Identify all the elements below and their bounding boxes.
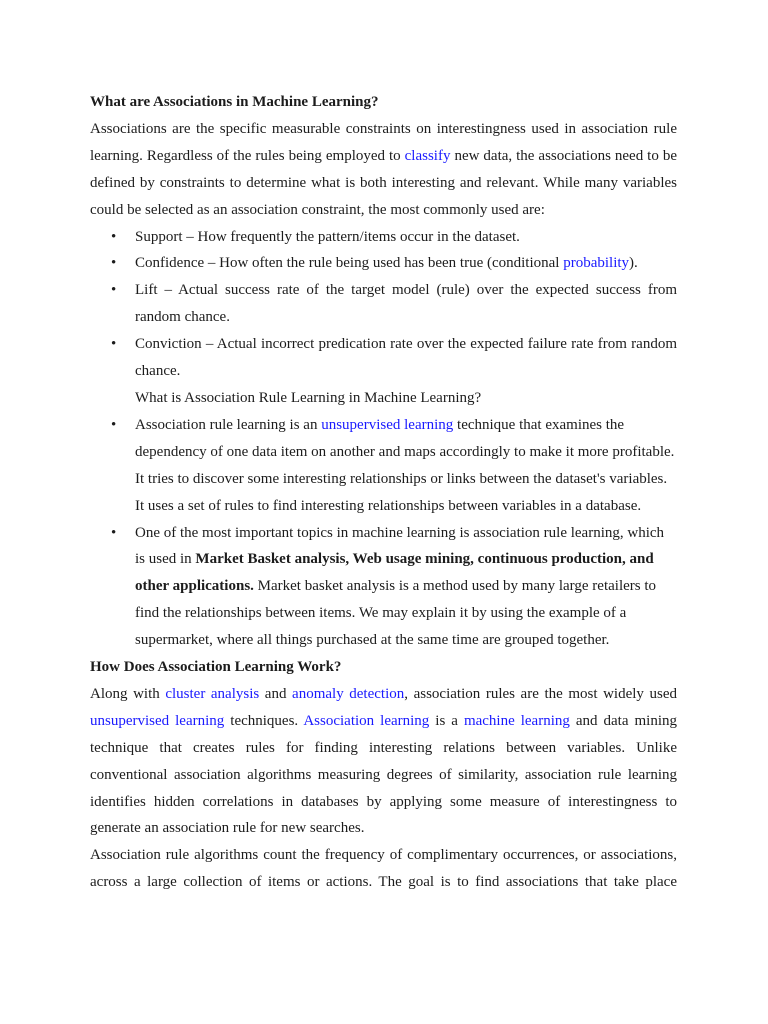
text-span: ).	[629, 255, 638, 272]
link-cluster-analysis[interactable]: cluster analysis	[165, 685, 260, 702]
text-span: Along with	[90, 685, 166, 702]
list-item-market-basket	[90, 520, 677, 655]
text-span: technique that examines the dependency of one data item on another and maps accordingly to make it more profitable. It tries to discover some interesting relationships or links between the dataset's variables. It uses a set of rules to find interesting relationships between variables in a database.	[135, 416, 675, 514]
text-span: Associations are the specific measurable constraints on interestingness used in association rule learning. Regardless of the rules being employed to	[90, 120, 677, 164]
document-page	[90, 89, 677, 896]
text-span: , association rules are the most widely used	[404, 685, 677, 702]
list-item-support	[90, 224, 677, 251]
bullet-icon: •	[111, 336, 117, 353]
link-unsupervised-learning[interactable]: unsupervised learning	[321, 416, 454, 433]
list-item-confidence	[90, 250, 677, 277]
paragraph-how-association-works	[90, 681, 677, 842]
bullet-icon: •	[111, 228, 117, 245]
list-item-text: Lift – Actual success rate of the target model (rule) over the expected success from random chance.	[135, 282, 677, 326]
link-machine-learning[interactable]: machine learning	[463, 712, 570, 729]
list-item-text: Support – How frequently the pattern/items occur in the dataset.	[135, 228, 520, 245]
list-item-conviction	[90, 331, 677, 385]
bullet-icon: •	[111, 524, 117, 541]
list-item-lift	[90, 277, 677, 331]
text-span: new data, the associations need to be defined by constraints to determine what is both interesting and relevant. While many variables could be selected as an association constraint, the most commonly used are:	[90, 147, 677, 218]
text-span: is a	[429, 712, 464, 729]
link-unsupervised-learning-2[interactable]: unsupervised learning	[90, 712, 225, 729]
text-span: Association rule learning is an	[135, 416, 322, 433]
bold-applications: Market Basket analysis, Web usage mining, continuous production, and other applications.	[135, 551, 654, 595]
link-association-learning[interactable]: Association learning	[303, 712, 430, 729]
list-item-text: Conviction – Actual incorrect predication rate over the expected failure rate from random chance.	[135, 336, 677, 380]
bullet-icon: •	[111, 416, 117, 433]
text-span: and data mining technique that creates rules for finding interesting relations between variables. Unlike conventional association algorithms measuring degrees of similarity, association rule learning identifies hidden correlations in databases by applying some measure of interestingness to generate an association rule for new searches.	[90, 712, 677, 837]
text-span: Confidence – How often the rule being used has been true (conditional	[135, 255, 564, 272]
paragraph-associations-intro	[90, 116, 677, 224]
subheading-association-rule-learning: What is Association Rule Learning in Machine Learning?	[135, 389, 482, 406]
link-anomaly-detection[interactable]: anomaly detection	[292, 685, 405, 702]
list-association-measures	[90, 224, 677, 385]
list-association-rule-learning	[90, 412, 677, 654]
text-span: techniques.	[224, 712, 304, 729]
text-span: Market basket analysis is a method used by many large retailers to find the relationships between items. We may explain it by using the example of a supermarket, where all things purchased at the same time are grouped together.	[135, 578, 657, 649]
text-span: One of the most important topics in machine learning is association rule learning, which is used in	[135, 524, 665, 568]
text-span: and	[259, 685, 293, 702]
paragraph-association-algorithms: Association rule algorithms count the frequency of complimentary occurrences, or associations, across a large collection of items or actions. The goal is to find associations that take place	[90, 847, 677, 891]
bullet-icon: •	[111, 255, 117, 272]
bullet-icon: •	[111, 282, 117, 299]
heading-how-association-works: How Does Association Learning Work?	[90, 659, 342, 676]
list-item-unsupervised	[90, 412, 677, 520]
link-probability[interactable]: probability	[563, 255, 630, 272]
link-classify[interactable]: classify	[404, 147, 451, 164]
heading-associations: What are Associations in Machine Learning?	[90, 94, 379, 110]
